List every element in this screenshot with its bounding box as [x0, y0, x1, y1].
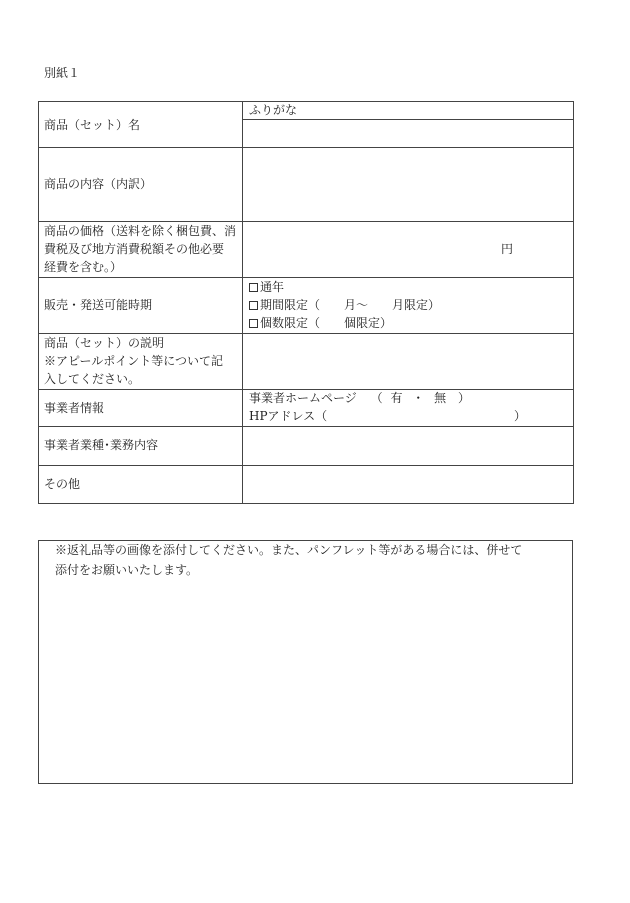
option-period-limited[interactable]: [249, 296, 440, 314]
furigana-label: ふりがな: [249, 103, 298, 117]
checkbox-quantity-limited[interactable]: [249, 319, 258, 328]
hp-address-label: HPアドレス（: [249, 409, 328, 423]
homepage-yes-option[interactable]: 有: [390, 391, 403, 405]
option-period-label: 期間限定（: [260, 298, 321, 312]
homepage-row: [249, 389, 470, 407]
product-contents-label: 商品の内容（内訳）: [44, 177, 153, 191]
other-input[interactable]: [244, 467, 572, 503]
business-info-label: 事業者情報: [44, 401, 105, 415]
image-instruction-line-2: 添付をお願いいたします。: [55, 563, 199, 577]
hp-address-close-paren: ）: [514, 409, 527, 423]
product-name-input[interactable]: [244, 121, 572, 146]
homepage-separator: ・: [412, 391, 425, 405]
period-month-from: 月～: [344, 298, 369, 312]
industry-input[interactable]: [244, 428, 572, 464]
period-month-to: 月限定）: [392, 298, 441, 312]
checkbox-year-round[interactable]: [249, 283, 258, 292]
description-label-line-3: 入してください。: [44, 372, 141, 386]
row-divider: [38, 147, 574, 148]
homepage-open-paren: （: [370, 391, 383, 405]
product-contents-input[interactable]: [244, 149, 572, 220]
checkbox-period-limited[interactable]: [249, 301, 258, 310]
row-divider: [38, 426, 574, 427]
other-label: その他: [44, 477, 81, 491]
industry-label: 事業者業種･業務内容: [44, 438, 159, 452]
hp-address-input[interactable]: [330, 408, 510, 424]
description-label-line-1: 商品（セット）の説明: [44, 336, 165, 350]
table-column-divider: [242, 101, 243, 504]
quantity-suffix: 個限定）: [344, 316, 393, 330]
attachment-label: 別紙１: [44, 66, 81, 80]
option-year-round[interactable]: [249, 278, 284, 296]
homepage-no-option[interactable]: 無: [434, 391, 447, 405]
row-divider: [38, 277, 574, 278]
product-name-label: 商品（セット）名: [44, 118, 141, 132]
row-divider: [38, 465, 574, 466]
homepage-close-paren: ）: [457, 391, 470, 405]
image-instruction-line-1: ※返礼品等の画像を添付してください。また、パンフレット等がある場合には、併せて: [55, 543, 523, 557]
description-input[interactable]: [244, 335, 572, 388]
option-quantity-label: 個数限定（: [260, 316, 321, 330]
row-divider: [242, 119, 574, 120]
price-unit: 円: [501, 242, 514, 256]
product-price-label-line-2: 費税及び地方消費税額その他必要: [44, 242, 225, 256]
description-label-line-2: ※アピールポイント等について記: [44, 354, 224, 368]
sales-period-label: 販売・発送可能時期: [44, 298, 153, 312]
product-price-label-line-1: 商品の価格（送料を除く梱包費、消: [44, 224, 237, 238]
product-price-input[interactable]: [244, 223, 494, 276]
homepage-label: 事業者ホームページ: [249, 391, 357, 405]
product-price-label-line-3: 経費を含む。）: [44, 260, 123, 274]
option-year-round-label: 通年: [260, 280, 285, 294]
option-quantity-limited[interactable]: [249, 314, 392, 332]
